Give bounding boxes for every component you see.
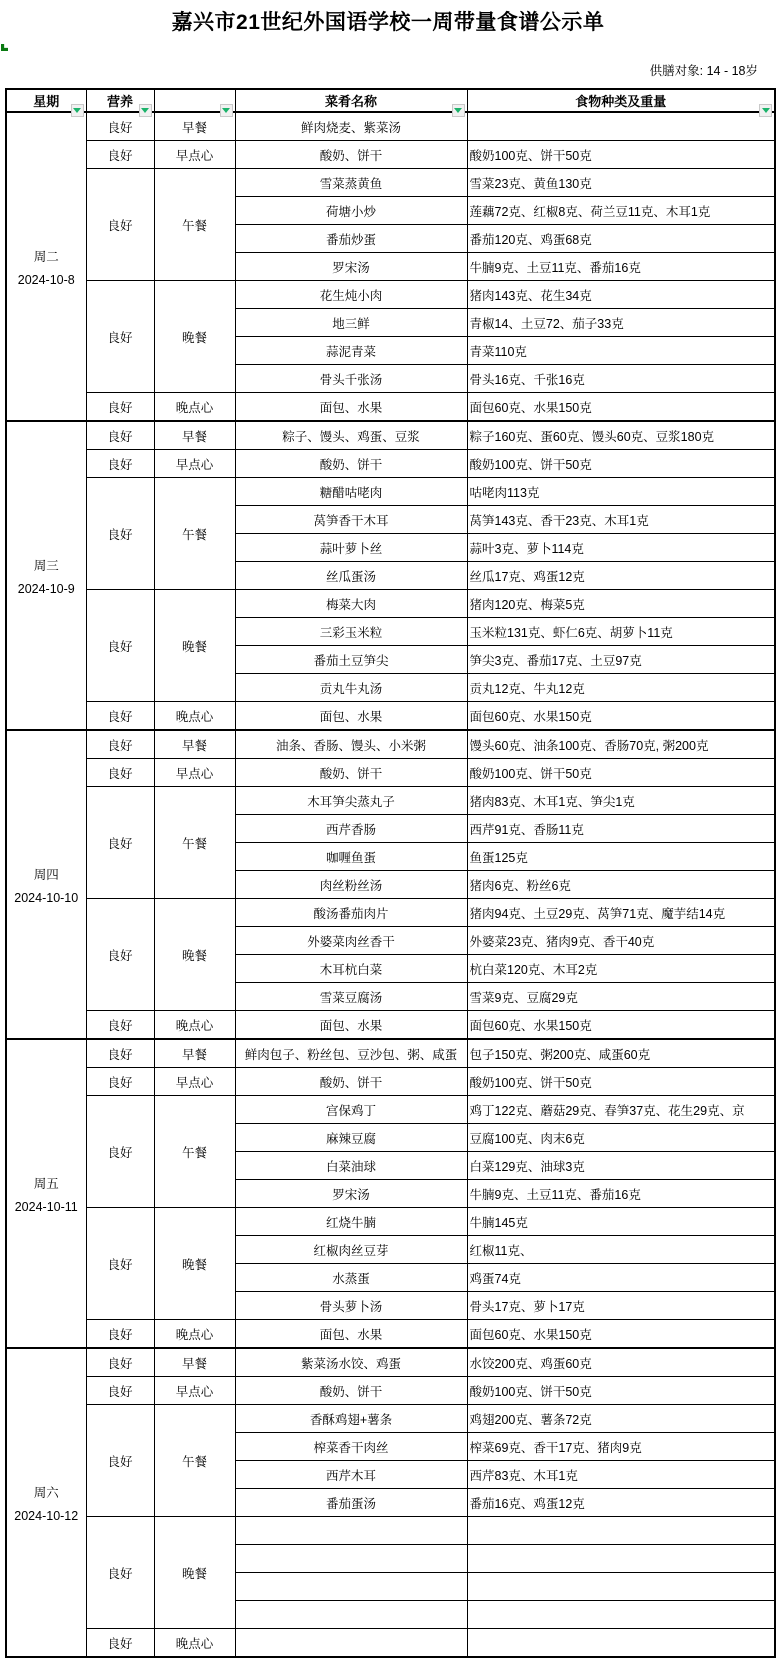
weight-cell: 咕咾肉113克 <box>467 478 775 506</box>
meal-cell: 晚餐 <box>154 590 235 702</box>
weight-cell: 酸奶100克、饼干50克 <box>467 1068 775 1096</box>
weight-cell <box>467 1601 775 1629</box>
filter-arrow-icon <box>73 108 81 113</box>
meal-cell: 午餐 <box>154 169 235 281</box>
weight-cell: 猪肉6克、粉丝6克 <box>467 871 775 899</box>
dish-cell: 肉丝粉丝汤 <box>235 871 467 899</box>
meal-cell: 早点心 <box>154 1377 235 1405</box>
dish-cell: 荷塘小炒 <box>235 197 467 225</box>
filter-arrow-icon <box>762 108 770 113</box>
dish-cell: 西芹木耳 <box>235 1461 467 1489</box>
column-header <box>86 89 154 112</box>
weekday-label: 周六 <box>33 1485 59 1500</box>
dish-cell: 骨头萝卜汤 <box>235 1292 467 1320</box>
weight-cell: 西芹91克、香肠11克 <box>467 815 775 843</box>
weight-cell: 猪肉143克、花生34克 <box>467 281 775 309</box>
dish-cell <box>235 1517 467 1545</box>
dish-cell: 糖醋咕咾肉 <box>235 478 467 506</box>
dish-cell: 红椒肉丝豆芽 <box>235 1236 467 1264</box>
weight-cell: 外婆菜23克、猪肉9克、香干40克 <box>467 927 775 955</box>
day-cell <box>6 730 86 1039</box>
dish-cell: 酸奶、饼干 <box>235 141 467 169</box>
dish-cell: 白菜油球 <box>235 1152 467 1180</box>
filter-button[interactable] <box>759 104 772 117</box>
nutrition-cell: 良好 <box>86 1629 154 1658</box>
weight-cell: 水饺200克、鸡蛋60克 <box>467 1348 775 1377</box>
meal-cell: 午餐 <box>154 1096 235 1208</box>
dish-cell: 红烧牛腩 <box>235 1208 467 1236</box>
meal-cell: 午餐 <box>154 1405 235 1517</box>
weight-cell: 番茄120克、鸡蛋68克 <box>467 225 775 253</box>
weight-cell: 猪肉94克、土豆29克、莴笋71克、魔芋结14克 <box>467 899 775 927</box>
weight-cell: 骨头16克、千张16克 <box>467 365 775 393</box>
weekday-label: 周五 <box>33 1176 59 1191</box>
nutrition-cell: 良好 <box>86 1348 154 1377</box>
nutrition-cell: 良好 <box>86 730 154 759</box>
meal-cell: 午餐 <box>154 478 235 590</box>
weight-cell: 面包60克、水果150克 <box>467 702 775 731</box>
nutrition-cell: 良好 <box>86 169 154 281</box>
weight-cell <box>467 1545 775 1573</box>
weight-cell: 蒜叶3克、萝卜114克 <box>467 534 775 562</box>
green-corner-mark-icon <box>1 44 8 51</box>
weight-cell: 酸奶100克、饼干50克 <box>467 141 775 169</box>
weight-cell: 骨头17克、萝卜17克 <box>467 1292 775 1320</box>
weight-cell: 面包60克、水果150克 <box>467 393 775 422</box>
weight-cell: 豆腐100克、肉末6克 <box>467 1124 775 1152</box>
weight-cell: 包子150克、粥200克、咸蛋60克 <box>467 1039 775 1068</box>
dish-cell: 梅菜大肉 <box>235 590 467 618</box>
filter-button[interactable] <box>220 104 233 117</box>
dish-cell: 酸奶、饼干 <box>235 1068 467 1096</box>
dish-cell: 番茄土豆笋尖 <box>235 646 467 674</box>
weight-cell: 酸奶100克、饼干50克 <box>467 1377 775 1405</box>
weight-cell: 青椒14、土豆72、茄子33克 <box>467 309 775 337</box>
nutrition-cell: 良好 <box>86 899 154 1011</box>
meal-cell: 晚点心 <box>154 1011 235 1040</box>
weight-cell: 鸡丁122克、蘑菇29克、春笋37克、花生29克、京 <box>467 1096 775 1124</box>
filter-button[interactable] <box>71 104 84 117</box>
dish-cell: 骨头千张汤 <box>235 365 467 393</box>
weight-cell <box>467 112 775 141</box>
weight-cell: 酸奶100克、饼干50克 <box>467 759 775 787</box>
meal-cell: 早点心 <box>154 141 235 169</box>
nutrition-cell: 良好 <box>86 1039 154 1068</box>
nutrition-cell: 良好 <box>86 1377 154 1405</box>
weekday-label: 周二 <box>33 249 59 264</box>
dish-cell: 酸奶、饼干 <box>235 1377 467 1405</box>
meal-cell: 早餐 <box>154 1039 235 1068</box>
meal-cell: 早餐 <box>154 730 235 759</box>
dish-cell: 油条、香肠、馒头、小米粥 <box>235 730 467 759</box>
filter-button[interactable] <box>452 104 465 117</box>
filter-arrow-icon <box>222 108 230 113</box>
nutrition-cell: 良好 <box>86 421 154 450</box>
dish-cell: 鲜肉烧麦、紫菜汤 <box>235 112 467 141</box>
weekday-label: 周四 <box>33 867 59 882</box>
filter-arrow-icon <box>454 108 462 113</box>
nutrition-cell: 良好 <box>86 1011 154 1040</box>
dish-cell: 酸汤番茄肉片 <box>235 899 467 927</box>
meal-cell: 晚点心 <box>154 393 235 422</box>
dish-cell: 雪菜豆腐汤 <box>235 983 467 1011</box>
weight-cell: 牛腩9克、土豆11克、番茄16克 <box>467 253 775 281</box>
dish-cell <box>235 1601 467 1629</box>
nutrition-cell: 良好 <box>86 702 154 731</box>
dish-cell: 紫菜汤水饺、鸡蛋 <box>235 1348 467 1377</box>
column-header-label: 营养 <box>106 94 133 109</box>
weight-cell: 莲藕72克、红椒8克、荷兰豆11克、木耳1克 <box>467 197 775 225</box>
meal-cell: 早点心 <box>154 759 235 787</box>
nutrition-cell: 良好 <box>86 450 154 478</box>
dish-cell: 酸奶、饼干 <box>235 759 467 787</box>
weight-cell: 杭白菜120克、木耳2克 <box>467 955 775 983</box>
dish-cell <box>235 1545 467 1573</box>
nutrition-cell: 良好 <box>86 112 154 141</box>
weight-cell: 榨菜69克、香干17克、猪肉9克 <box>467 1433 775 1461</box>
day-cell <box>6 1039 86 1348</box>
weight-cell: 番茄16克、鸡蛋12克 <box>467 1489 775 1517</box>
day-cell <box>6 421 86 730</box>
column-header <box>154 89 235 112</box>
meal-cell: 早餐 <box>154 1348 235 1377</box>
nutrition-cell: 良好 <box>86 281 154 393</box>
weight-cell: 馒头60克、油条100克、香肠70克, 粥200克 <box>467 730 775 759</box>
meal-cell: 晚餐 <box>154 1517 235 1629</box>
weight-cell: 白菜129克、油球3克 <box>467 1152 775 1180</box>
dish-cell <box>235 1573 467 1601</box>
dish-cell: 贡丸牛丸汤 <box>235 674 467 702</box>
weight-cell: 西芹83克、木耳1克 <box>467 1461 775 1489</box>
meal-cell: 早点心 <box>154 1068 235 1096</box>
nutrition-cell: 良好 <box>86 1405 154 1517</box>
weight-cell <box>467 1517 775 1545</box>
nutrition-cell: 良好 <box>86 1096 154 1208</box>
dish-cell: 蒜泥青菜 <box>235 337 467 365</box>
nutrition-cell: 良好 <box>86 787 154 899</box>
dish-cell: 三彩玉米粒 <box>235 618 467 646</box>
serving-target-label: 供膳对象: 14 - 18岁 <box>649 64 758 78</box>
dish-cell: 面包、水果 <box>235 1011 467 1040</box>
dish-cell: 香酥鸡翅+薯条 <box>235 1405 467 1433</box>
dish-cell: 西芹香肠 <box>235 815 467 843</box>
dish-cell: 木耳笋尖蒸丸子 <box>235 787 467 815</box>
filter-button[interactable] <box>139 104 152 117</box>
dish-cell: 宫保鸡丁 <box>235 1096 467 1124</box>
column-header-label: 菜肴名称 <box>324 94 377 109</box>
dish-cell: 罗宋汤 <box>235 1180 467 1208</box>
dish-cell: 鲜肉包子、粉丝包、豆沙包、粥、咸蛋 <box>235 1039 467 1068</box>
meal-cell: 早餐 <box>154 112 235 141</box>
date-label: 2024-10-11 <box>14 1199 78 1214</box>
page-title: 嘉兴市21世纪外国语学校一周带量食谱公示单 <box>171 11 605 34</box>
meal-cell: 晚餐 <box>154 1208 235 1320</box>
weight-cell: 鸡蛋74克 <box>467 1264 775 1292</box>
weight-cell: 笋尖3克、番茄17克、土豆97克 <box>467 646 775 674</box>
dish-cell: 榨菜香干肉丝 <box>235 1433 467 1461</box>
weight-cell: 丝瓜17克、鸡蛋12克 <box>467 562 775 590</box>
dish-cell: 番茄炒蛋 <box>235 225 467 253</box>
date-label: 2024-10-10 <box>14 890 79 905</box>
nutrition-cell: 良好 <box>86 1320 154 1349</box>
dish-cell: 麻辣豆腐 <box>235 1124 467 1152</box>
meal-cell: 晚点心 <box>154 1629 235 1658</box>
dish-cell: 地三鲜 <box>235 309 467 337</box>
weight-cell: 玉米粒131克、虾仁6克、胡萝卜11克 <box>467 618 775 646</box>
dish-cell: 酸奶、饼干 <box>235 450 467 478</box>
meal-cell: 晚点心 <box>154 702 235 731</box>
nutrition-cell: 良好 <box>86 1208 154 1320</box>
column-header <box>6 89 86 112</box>
nutrition-cell: 良好 <box>86 141 154 169</box>
meal-cell: 早点心 <box>154 450 235 478</box>
weight-cell <box>467 1629 775 1658</box>
nutrition-cell: 良好 <box>86 759 154 787</box>
dish-cell: 雪菜蒸黄鱼 <box>235 169 467 197</box>
weight-cell: 牛腩145克 <box>467 1208 775 1236</box>
weight-cell: 酸奶100克、饼干50克 <box>467 450 775 478</box>
weight-cell: 鱼蛋125克 <box>467 843 775 871</box>
dish-cell: 水蒸蛋 <box>235 1264 467 1292</box>
dish-cell: 花生炖小肉 <box>235 281 467 309</box>
weight-cell <box>467 1573 775 1601</box>
weight-cell: 牛腩9克、土豆11克、番茄16克 <box>467 1180 775 1208</box>
weight-cell: 雪菜9克、豆腐29克 <box>467 983 775 1011</box>
nutrition-cell: 良好 <box>86 1517 154 1629</box>
dish-cell: 莴笋香干木耳 <box>235 506 467 534</box>
column-header <box>235 89 467 112</box>
dish-cell: 咖喱鱼蛋 <box>235 843 467 871</box>
dish-cell: 蒜叶萝卜丝 <box>235 534 467 562</box>
dish-cell <box>235 1629 467 1658</box>
weekday-label: 周三 <box>33 558 59 573</box>
column-header <box>467 89 775 112</box>
meal-cell: 午餐 <box>154 787 235 899</box>
meal-cell: 晚餐 <box>154 899 235 1011</box>
weight-cell: 面包60克、水果150克 <box>467 1011 775 1040</box>
weight-cell: 莴笋143克、香干23克、木耳1克 <box>467 506 775 534</box>
nutrition-cell: 良好 <box>86 478 154 590</box>
dish-cell: 面包、水果 <box>235 393 467 422</box>
day-cell <box>6 1348 86 1657</box>
dish-cell: 木耳杭白菜 <box>235 955 467 983</box>
dish-cell: 面包、水果 <box>235 1320 467 1349</box>
date-label: 2024-10-8 <box>17 272 75 287</box>
nutrition-cell: 良好 <box>86 590 154 702</box>
dish-cell: 面包、水果 <box>235 702 467 731</box>
weight-cell: 青菜110克 <box>467 337 775 365</box>
nutrition-cell: 良好 <box>86 393 154 422</box>
meal-cell: 早餐 <box>154 421 235 450</box>
weight-cell: 鸡翅200克、薯条72克 <box>467 1405 775 1433</box>
weight-cell: 猪肉83克、木耳1克、笋尖1克 <box>467 787 775 815</box>
menu-table <box>5 88 776 1658</box>
column-header-label: 食物种类及重量 <box>575 94 667 109</box>
weight-cell: 贡丸12克、牛丸12克 <box>467 674 775 702</box>
weight-cell: 粽子160克、蛋60克、馒头60克、豆浆180克 <box>467 421 775 450</box>
dish-cell: 丝瓜蛋汤 <box>235 562 467 590</box>
filter-arrow-icon <box>141 108 149 113</box>
date-label: 2024-10-12 <box>14 1508 79 1523</box>
weight-cell: 雪菜23克、黄鱼130克 <box>467 169 775 197</box>
meal-cell: 晚点心 <box>154 1320 235 1349</box>
meal-cell: 晚餐 <box>154 281 235 393</box>
day-cell <box>6 112 86 421</box>
dish-cell: 外婆菜肉丝香干 <box>235 927 467 955</box>
dish-cell: 罗宋汤 <box>235 253 467 281</box>
date-label: 2024-10-9 <box>17 581 75 596</box>
weight-cell: 红椒11克、 <box>467 1236 775 1264</box>
dish-cell: 番茄蛋汤 <box>235 1489 467 1517</box>
weight-cell: 猪肉120克、梅菜5克 <box>467 590 775 618</box>
nutrition-cell: 良好 <box>86 1068 154 1096</box>
dish-cell: 粽子、馒头、鸡蛋、豆浆 <box>235 421 467 450</box>
weight-cell: 面包60克、水果150克 <box>467 1320 775 1349</box>
column-header-label: 星期 <box>33 94 60 109</box>
